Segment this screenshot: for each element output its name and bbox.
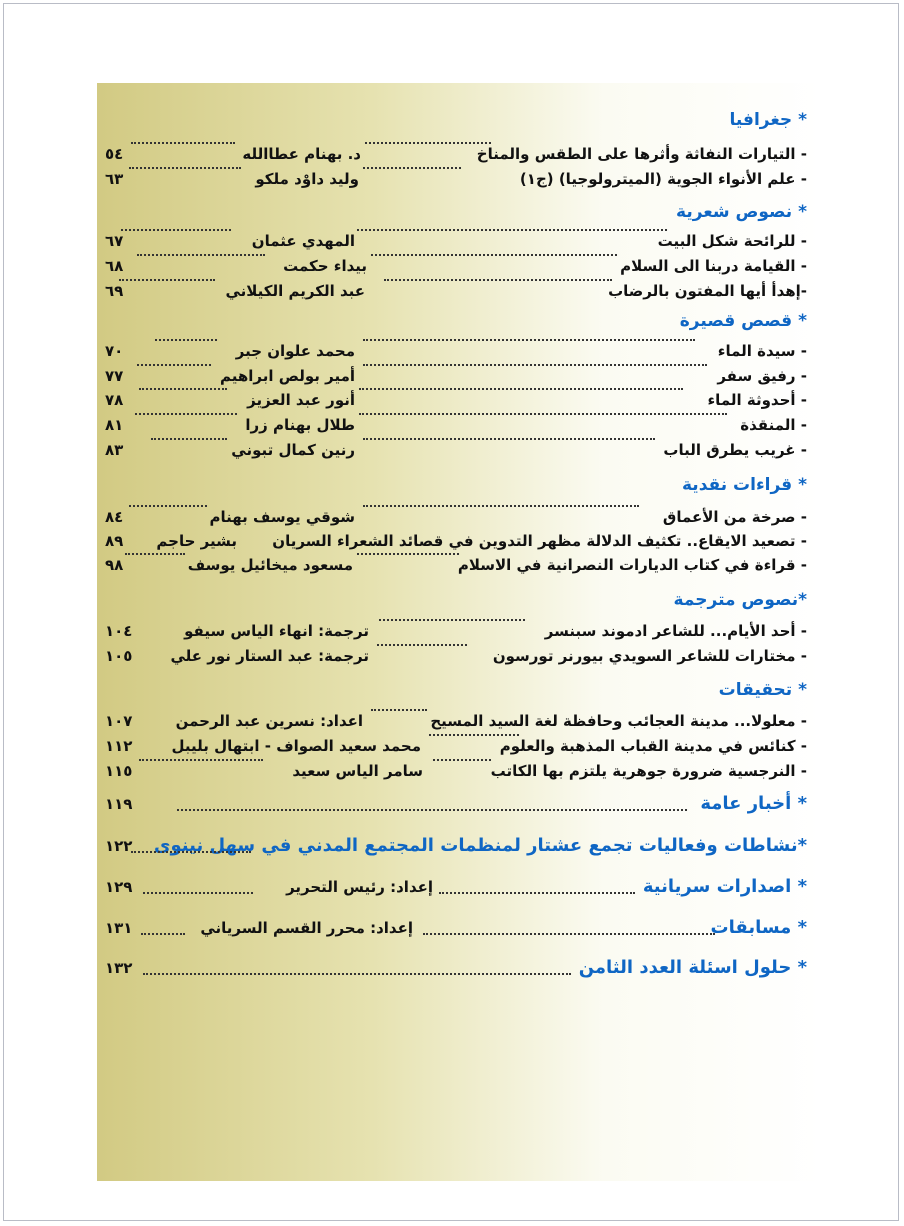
entry-author: شوقي يوسف بهنام <box>209 508 355 526</box>
dot-leader <box>121 229 231 231</box>
entry-title: - تصعيد الايقاع.. تكثيف الدلالة مظهر التدوين في قصائد الشعراء السريان <box>272 532 807 550</box>
dot-leader <box>433 759 491 761</box>
entry-author: رنين كمال تبوني <box>231 441 355 459</box>
toc-entry[interactable] <box>97 142 807 166</box>
entry-page: ١١٥ <box>105 762 133 780</box>
entry-title: - علم الأنواء الجوية (الميترولوجيا) (ج١) <box>519 170 807 188</box>
dot-leader <box>363 505 639 507</box>
entry-title: * حلول اسئلة العدد الثامن <box>578 957 807 978</box>
entry-page: ١١٢ <box>105 737 133 755</box>
entry-page: ٥٤ <box>105 145 124 163</box>
entry-author: إعداد: رئيس التحرير <box>286 878 433 896</box>
dot-leader <box>379 619 525 621</box>
entry-title: - رفيق سفر <box>717 367 807 385</box>
dot-leader <box>363 438 655 440</box>
entry-title: - كنائس في مدينة القباب المذهبة والعلوم <box>499 737 807 755</box>
dot-leader <box>363 339 695 341</box>
dot-leader <box>384 279 612 281</box>
section-heading-poetry: * نصوص شعرية <box>676 202 807 222</box>
entry-title: - سيدة الماء <box>717 342 807 360</box>
entry-title: * مسابقات <box>710 917 807 938</box>
entry-title: - غريب يطرق الباب <box>663 441 807 459</box>
dot-leader <box>143 892 253 894</box>
entry-author: اعداد: نسرين عبد الرحمن <box>175 712 363 730</box>
dot-leader <box>357 553 459 555</box>
entry-page: ١٣٢ <box>105 959 133 977</box>
dot-leader <box>143 973 571 975</box>
dot-leader <box>377 644 467 646</box>
dot-leader <box>135 413 237 415</box>
toc-entry[interactable] <box>97 364 807 388</box>
toc-entry[interactable] <box>97 167 807 191</box>
dot-leader <box>137 254 265 256</box>
entry-page: ١٢٢ <box>105 837 133 855</box>
dot-leader <box>359 388 683 390</box>
toc-entry[interactable] <box>97 413 807 437</box>
dot-leader <box>151 438 227 440</box>
toc-entry[interactable] <box>97 734 807 758</box>
entry-author: بيداء حكمت <box>283 257 367 275</box>
dot-leader <box>439 892 635 894</box>
toc-entry[interactable] <box>97 553 807 577</box>
toc-entry-competitions[interactable] <box>97 913 807 943</box>
toc-entry[interactable] <box>97 644 807 668</box>
entry-page: ١٠٧ <box>105 712 133 730</box>
toc-entry[interactable] <box>97 438 807 462</box>
dot-leader <box>139 388 227 390</box>
entry-title: -إهدأ أيها المفتون بالرضاب <box>608 282 807 300</box>
entry-author: محمد سعيد الصواف - ابتهال بليبل <box>171 737 421 755</box>
entry-title: - أحد الأيام... للشاعر ادموند سبنسر <box>544 622 807 640</box>
section-heading-translated-texts: *نصوص مترجمة <box>673 590 807 610</box>
dot-leader <box>357 229 667 231</box>
entry-page: ١٠٤ <box>105 622 133 640</box>
dot-leader <box>363 167 461 169</box>
entry-author: بشير حاجم <box>156 532 237 550</box>
entry-author: أنور عبد العزيز <box>247 391 355 409</box>
toc-entry[interactable] <box>97 388 807 412</box>
dot-leader <box>177 809 687 811</box>
toc-entry[interactable] <box>97 619 807 643</box>
entry-author: محمد علوان جبر <box>235 342 355 360</box>
dot-leader <box>129 167 241 169</box>
entry-page: ٨٣ <box>105 441 124 459</box>
entry-title: - قراءة في كتاب الديارات النصرانية في الاسلام <box>457 556 807 574</box>
entry-title: - أحدوثة الماء <box>707 391 807 409</box>
entry-author: د. بهنام عطاالله <box>242 145 361 163</box>
entry-page: ١٢٩ <box>105 878 133 896</box>
toc-entry[interactable] <box>97 505 807 529</box>
entry-title: - التيارات النفاثة وأثرها على الطقس والمناخ <box>476 145 807 163</box>
entry-page: ١٣١ <box>105 919 133 937</box>
entry-page: ٨٤ <box>105 508 124 526</box>
entry-author: المهدي عثمان <box>251 232 355 250</box>
toc-entry[interactable] <box>97 254 807 278</box>
entry-page: ٨٩ <box>105 532 124 550</box>
dot-leader <box>423 933 715 935</box>
entry-page: ٩٨ <box>105 556 124 574</box>
entry-author: أمير بولص ابراهيم <box>220 367 355 385</box>
entry-page: ١١٩ <box>105 795 133 813</box>
entry-author: ترجمة: انهاء الياس سيفو <box>184 622 369 640</box>
toc-entry-general-news[interactable] <box>97 789 807 819</box>
dot-leader <box>137 364 211 366</box>
section-heading-geography: * جغرافيا <box>729 110 807 130</box>
entry-title: - النرجسية ضرورة جوهرية يلتزم بها الكاتب <box>490 762 807 780</box>
dot-leader <box>141 933 185 935</box>
toc-entry-activities[interactable] <box>97 831 807 861</box>
toc-entry[interactable] <box>97 229 807 253</box>
section-heading-critical-readings: * قراءات نقدية <box>682 475 807 495</box>
entry-page: ٦٨ <box>105 257 124 275</box>
dot-leader <box>119 279 215 281</box>
entry-page: ٦٩ <box>105 282 124 300</box>
entry-author: مسعود ميخائيل يوسف <box>187 556 353 574</box>
entry-author: وليد داوْد ملكو <box>255 170 359 188</box>
entry-page: ٧٧ <box>105 367 124 385</box>
entry-page: ٧٠ <box>105 342 124 360</box>
entry-title: * أخبار عامة <box>700 793 807 814</box>
dot-leader <box>363 364 707 366</box>
entry-title: - مختارات للشاعر السويدي بيورنر تورسون <box>492 647 807 665</box>
entry-title: - القيامة دربنا الى السلام <box>620 257 807 275</box>
toc-entry-syriac-publications[interactable] <box>97 872 807 902</box>
toc-entry[interactable] <box>97 709 807 733</box>
dot-leader <box>429 734 519 736</box>
dot-leader <box>131 851 251 853</box>
entry-page: ٦٧ <box>105 232 124 250</box>
dot-leader <box>155 339 217 341</box>
entry-page: ٨١ <box>105 416 124 434</box>
entry-author: طلال بهنام زرا <box>245 416 355 434</box>
entry-author: ترجمة: عبد الستار نور علي <box>170 647 369 665</box>
dot-leader <box>131 142 235 144</box>
entry-page: ٧٨ <box>105 391 124 409</box>
entry-page: ١٠٥ <box>105 647 133 665</box>
toc-entry[interactable] <box>97 339 807 363</box>
dot-leader <box>129 505 207 507</box>
entry-title: - للرائحة شكل البيت <box>657 232 807 250</box>
entry-title: - معلولا... مدينة العجائب وحافظة لغة السيد المسيح <box>430 712 807 730</box>
entry-page: ٦٣ <box>105 170 124 188</box>
entry-author: إعداد: محرر القسم السرياني <box>200 919 413 937</box>
dot-leader <box>365 142 491 144</box>
entry-title: - المنقذة <box>740 416 807 434</box>
entry-author: عبد الكريم الكيلاني <box>225 282 365 300</box>
toc-entry[interactable] <box>97 279 807 303</box>
dot-leader <box>371 709 427 711</box>
toc-entry[interactable] <box>97 759 807 783</box>
toc-entry-quiz-answers[interactable] <box>97 953 807 983</box>
section-heading-investigations: * تحقيقات <box>718 680 807 700</box>
entry-title: *نشاطات وفعاليات تجمع عشتار لمنظمات المجتمع المدني في سهل نينوى <box>153 835 807 856</box>
dot-leader <box>139 759 263 761</box>
section-heading-short-stories: * قصص قصيرة <box>679 311 807 331</box>
entry-title: * اصدارات سريانية <box>642 876 807 897</box>
dot-leader <box>359 413 727 415</box>
toc-entry[interactable] <box>97 529 807 553</box>
entry-title: - صرخة من الأعماق <box>662 508 807 526</box>
entry-author: سامر الياس سعيد <box>292 762 423 780</box>
dot-leader <box>125 553 185 555</box>
table-of-contents-page <box>97 83 821 1181</box>
dot-leader <box>371 254 617 256</box>
